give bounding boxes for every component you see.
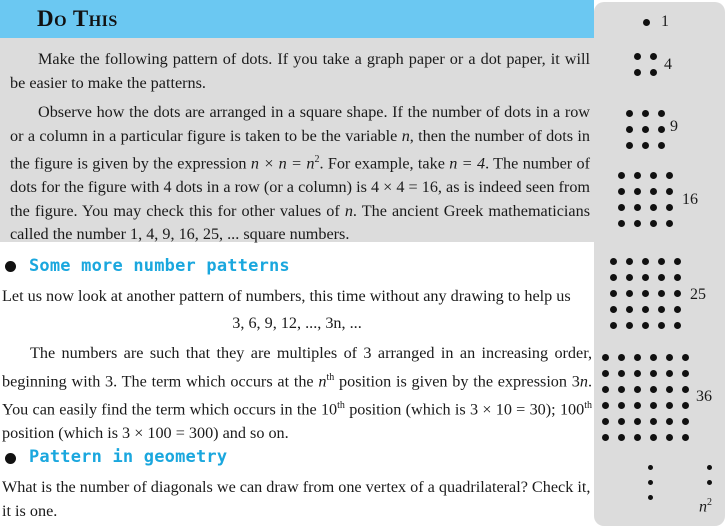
dot — [634, 172, 641, 179]
dot — [602, 402, 609, 409]
dot — [666, 402, 673, 409]
dot — [642, 290, 649, 297]
dot — [626, 290, 633, 297]
dot — [658, 274, 665, 281]
dot — [634, 402, 641, 409]
section1-paragraph-2: The numbers are such that they are multiples of 3 arranged in an increasing order, beginning with 3. The term which occurs at the $n^{th}$ position is given by the expression 3n. You can easily find the term which occurs in the 10th position (which is 3 × 10 = 30); 100th position (which is 3 × 100 = 300) and so on. — [2, 344, 593, 442]
dot — [626, 110, 633, 117]
dot — [642, 274, 649, 281]
dot — [618, 220, 625, 227]
dot — [674, 322, 681, 329]
dot — [650, 172, 657, 179]
dot — [634, 434, 641, 441]
dot — [674, 290, 681, 297]
dot — [610, 306, 617, 313]
dot — [626, 274, 633, 281]
dot — [610, 290, 617, 297]
dot — [682, 402, 689, 409]
dot — [634, 69, 641, 76]
dot — [643, 19, 650, 26]
dot — [666, 418, 673, 425]
dot — [634, 188, 641, 195]
dot — [642, 110, 649, 117]
dot — [618, 172, 625, 179]
dot-label-1: 1 — [661, 13, 669, 30]
dot — [618, 354, 625, 361]
ellipsis-dot — [707, 480, 712, 485]
dot — [666, 386, 673, 393]
dot — [618, 418, 625, 425]
dot — [602, 354, 609, 361]
dot — [634, 386, 641, 393]
dot-label-9: 9 — [670, 118, 678, 135]
dot — [610, 258, 617, 265]
dot — [634, 220, 641, 227]
dot — [626, 126, 633, 133]
dot — [650, 204, 657, 211]
dot — [674, 258, 681, 265]
section1-paragraph-1: Let us now look at another pattern of numbers, this time without any drawing to help us — [2, 287, 571, 305]
dot — [634, 53, 641, 60]
dot — [634, 204, 641, 211]
bullet-icon — [5, 261, 16, 272]
dot-label-4: 4 — [664, 56, 672, 73]
dot — [642, 126, 649, 133]
dot — [610, 322, 617, 329]
dot — [682, 434, 689, 441]
dot — [634, 354, 641, 361]
sequence-line: 3, 6, 9, 12, ..., 3n, ... — [232, 314, 362, 332]
dot — [650, 418, 657, 425]
dot — [618, 434, 625, 441]
section-heading-pattern-geometry: Pattern in geometry — [29, 447, 228, 467]
bullet-icon — [5, 453, 16, 464]
do-this-header — [0, 0, 594, 38]
dot — [682, 418, 689, 425]
dot — [658, 322, 665, 329]
dot — [650, 434, 657, 441]
dot — [682, 354, 689, 361]
dot — [642, 258, 649, 265]
dot — [642, 322, 649, 329]
dot — [658, 126, 665, 133]
dot — [642, 142, 649, 149]
dot — [650, 354, 657, 361]
dot — [618, 370, 625, 377]
dot-label-36: 36 — [696, 388, 712, 405]
dot — [626, 142, 633, 149]
dot — [658, 142, 665, 149]
dot — [658, 306, 665, 313]
ellipsis-dot — [707, 465, 712, 470]
dot — [650, 53, 657, 60]
dot — [666, 172, 673, 179]
dot — [682, 386, 689, 393]
ellipsis-dot — [648, 480, 653, 485]
dot — [650, 386, 657, 393]
dot — [626, 306, 633, 313]
dot — [618, 386, 625, 393]
dot — [602, 434, 609, 441]
dot — [602, 370, 609, 377]
section2-paragraph-1: What is the number of diagonals we can draw from one vertex of a quadrilateral? Check it, it is one. — [2, 478, 591, 520]
dot-label-n-squared: $n^2$ — [699, 497, 712, 516]
ellipsis-dot — [648, 495, 653, 500]
ellipsis-dot — [648, 465, 653, 470]
dot — [666, 370, 673, 377]
dot — [658, 290, 665, 297]
dot — [666, 204, 673, 211]
dot — [634, 418, 641, 425]
dot — [618, 402, 625, 409]
dot — [666, 434, 673, 441]
dot — [682, 370, 689, 377]
box-paragraph-1: Make the following pattern of dots. If you take a graph paper or a dot paper, it will be easier to make the patterns. — [10, 50, 590, 92]
dot — [610, 274, 617, 281]
dot — [666, 220, 673, 227]
dot — [634, 370, 641, 377]
dot — [602, 418, 609, 425]
dot — [650, 402, 657, 409]
dot — [618, 204, 625, 211]
dot — [650, 220, 657, 227]
dot — [674, 274, 681, 281]
dot — [666, 354, 673, 361]
dot — [618, 188, 625, 195]
dot — [626, 258, 633, 265]
dot — [626, 322, 633, 329]
box-paragraph-2: Observe how the dots are arranged in a square shape. If the number of dots in a row or a column in a particular figure is taken to be the variable n, then the number of dots in the figure is given by the expression $n \times n = n^2$. For example, take n = 4. The number of dots for the figure with 4 dots in a row (or a column) is 4 × 4 = 16, as is indeed seen from the figure. You may check this for other values of n. The ancient Greek mathematicians called the number 1, 4, 9, 16, 25, ... square numbers. — [10, 103, 591, 244]
dot — [674, 306, 681, 313]
dot — [658, 258, 665, 265]
dot — [666, 188, 673, 195]
header-title: Do This — [37, 6, 118, 31]
dot — [642, 306, 649, 313]
dot — [602, 386, 609, 393]
dot-label-16: 16 — [682, 191, 698, 208]
section-heading-number-patterns: Some more number patterns — [29, 256, 290, 276]
dot — [650, 69, 657, 76]
dot — [658, 110, 665, 117]
dot-label-25: 25 — [690, 286, 706, 303]
dot — [650, 370, 657, 377]
dot — [650, 188, 657, 195]
